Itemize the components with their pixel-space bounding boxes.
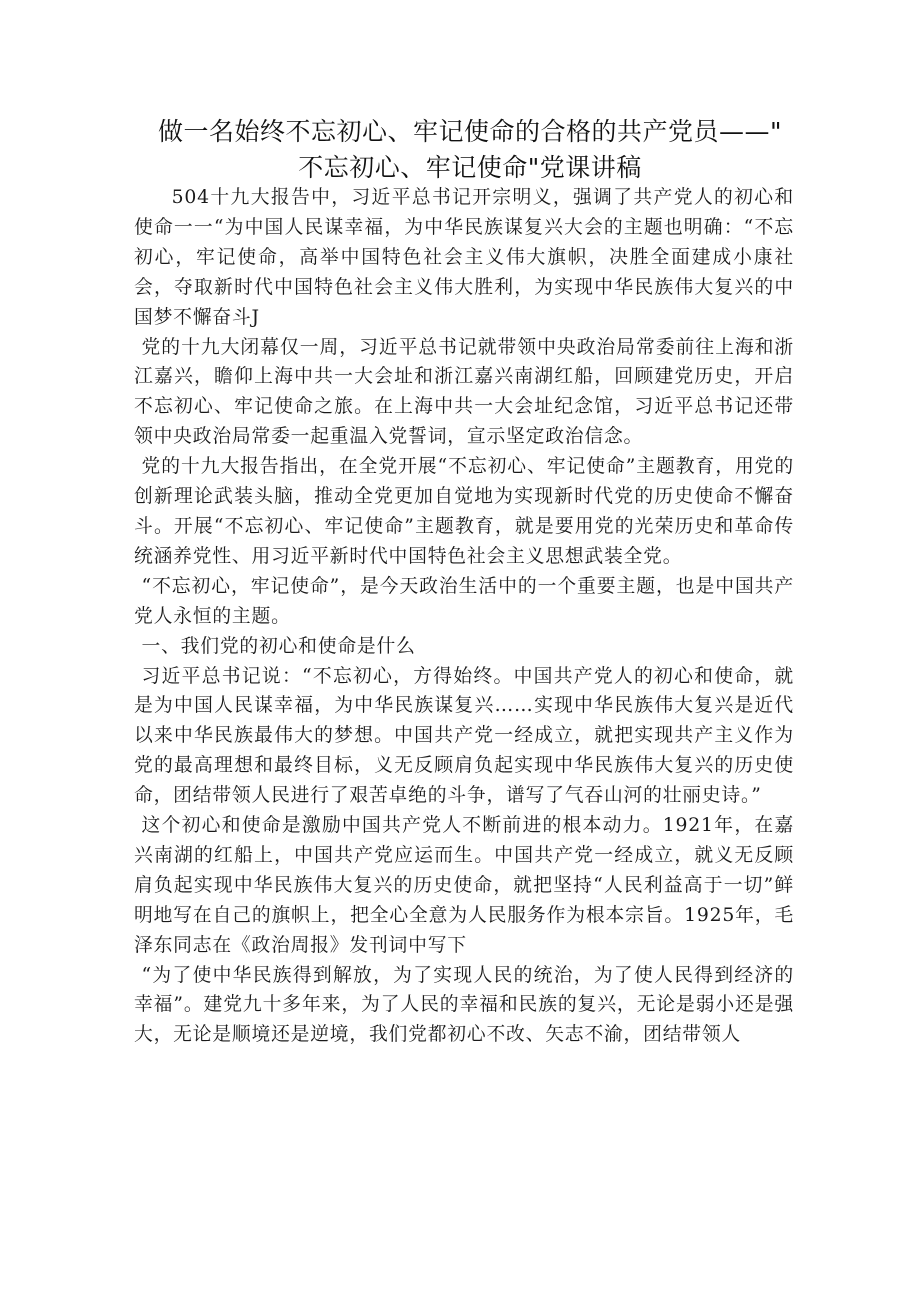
- paragraph-education: 党的十九大报告指出，在全党开展“不忘初心、牢记使命”主题教育，用党的创新理论武装头脑，推动全党更加自觉地为实现新时代党的历史使命不懈奋斗。开展“不忘初心、牢记使命”主题教育，就是要用党的光荣历史和革命传统涵养党性、用习近平新时代中国特色社会主义思想武装全党。: [134, 456, 794, 567]
- section-heading-1: 一、我们党的初心和使命是什么: [141, 635, 416, 657]
- document-title-line-2: 不忘初心、牢记使命"党课讲稿: [298, 153, 642, 182]
- document-title-line-1: 做一名始终不忘初心、牢记使命的合格的共产党员——": [157, 117, 782, 146]
- document-body: [134, 183, 794, 1050]
- paragraph-quote-xi: 习近平总书记说：“不忘初心，方得始终。中国共产党人的初心和使命，就是为中国人民谋幸福，为中华民族谋复兴……实现中华民族伟大复兴是近代以来中华民族最伟大的梦想。中国共产党一经成立，就把实现共产主义作为党的最高理想和最终目标，义无反顾肩负起实现中华民族伟大复兴的历史使命，团结带领人民进行了艰苦卓绝的斗争，谱写了气吞山河的壮丽史诗。”: [134, 665, 794, 807]
- paragraph-driving-force: 这个初心和使命是激励中国共产党人不断前进的根本动力。1921年，在嘉兴南湖的红船上，中国共产党应运而生。中国共产党一经成立，就义无反顾肩负起实现中华民族伟大复兴的历史使命，就把坚持“人民利益高于一切”鲜明地写在自己的旗帜上，把全心全意为人民服务作为根本宗旨。1925年，毛泽东同志在《政治周报》发刊词中写下: [134, 815, 794, 956]
- paragraph-theme: “不忘初心，牢记使命”，是今天政治生活中的一个重要主题，也是中国共产党人永恒的主题。: [134, 575, 794, 627]
- paragraph-quote-mao: “为了使中华民族得到解放，为了实现人民的统治，为了使人民得到经济的幸福”。建党九十多年来，为了人民的幸福和民族的复兴，无论是弱小还是强大，无论是顺境还是逆境，我们党都初心不改、矢志不渝，团结带领人: [134, 964, 794, 1046]
- paragraph-intro: 504十九大报告中，习近平总书记开宗明义，强调了共产党人的初心和使命一一“为中国人民谋幸福，为中华民族谋复兴大会的主题也明确：“不忘初心，牢记使命，高举中国特色社会主义伟大旗帜，决胜全面建成小康社会，夺取新时代中国特色社会主义伟大胜利，为实现中华民族伟大复兴的中国梦不懈奋斗J: [134, 187, 794, 328]
- paragraph-closing-meeting: 党的十九大闭幕仅一周，习近平总书记就带领中央政治局常委前往上海和浙江嘉兴，瞻仰上海中共一大会址和浙江嘉兴南湖红船，回顾建党历史，开启不忘初心、牢记使命之旅。在上海中共一大会址纪念馆，习近平总书记还带领中央政治局常委一起重温入党誓词，宣示坚定政治信念。: [134, 336, 794, 448]
